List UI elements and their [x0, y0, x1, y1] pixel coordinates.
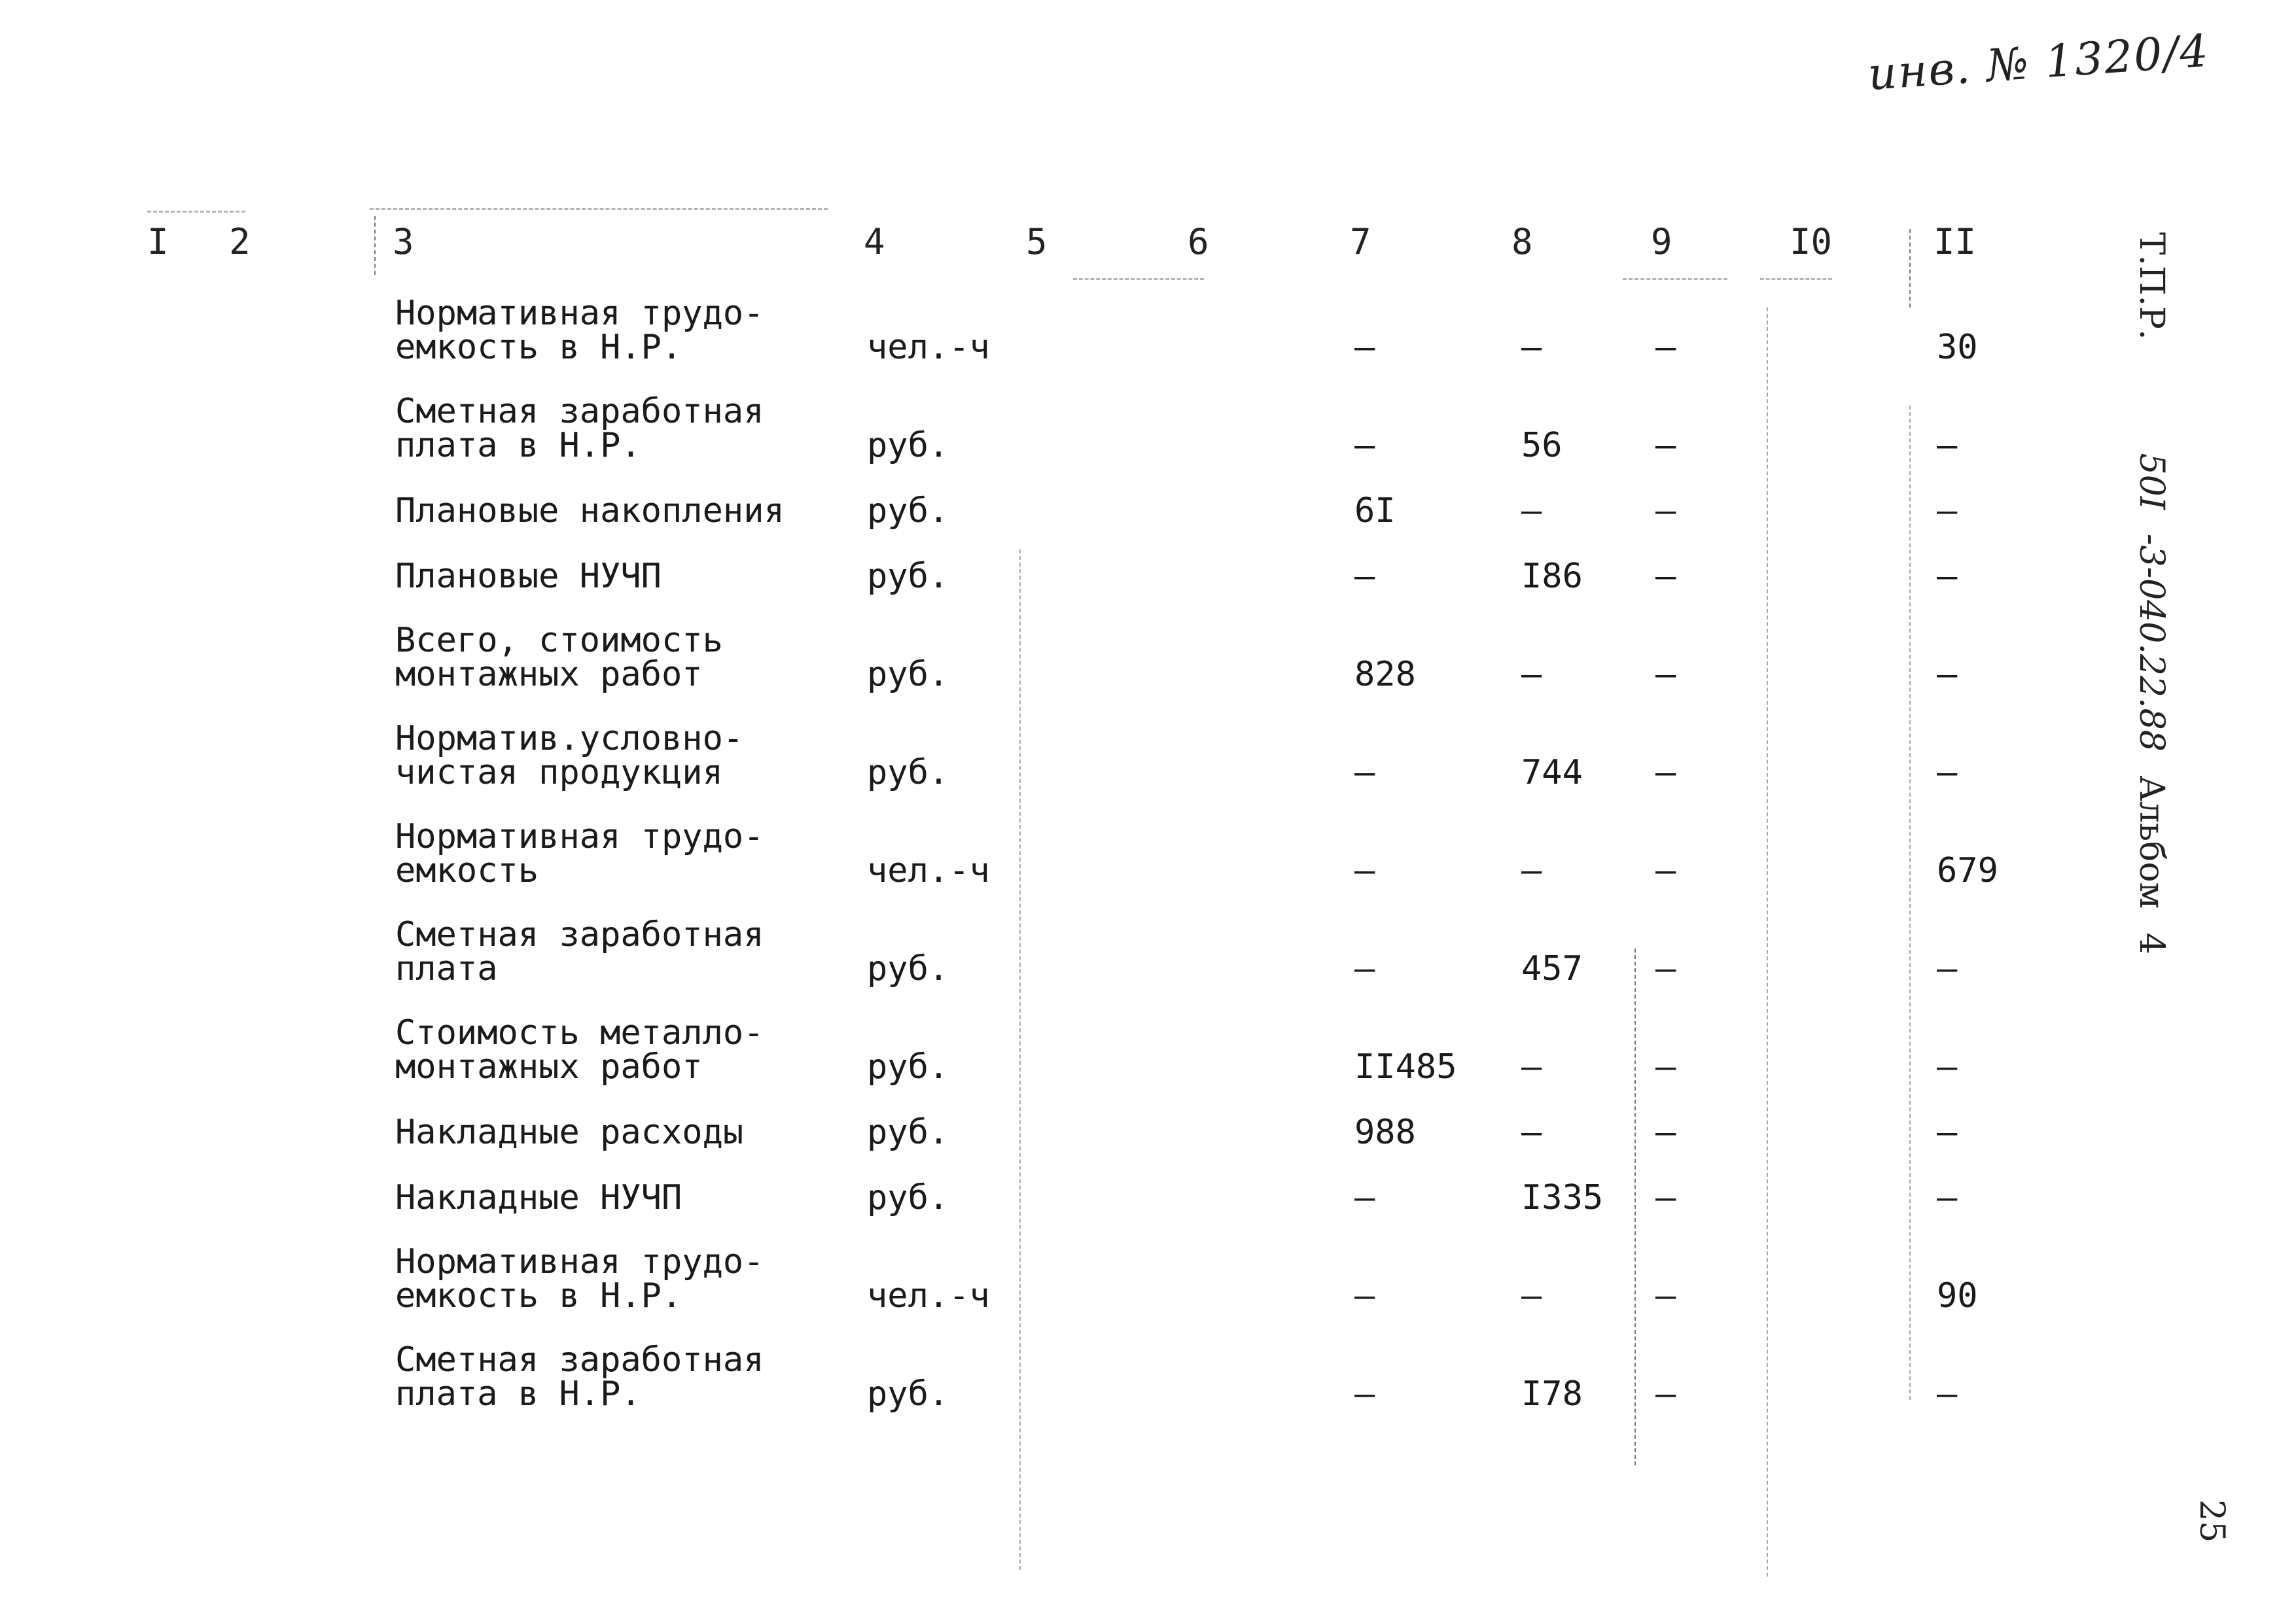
item-name — [395, 460, 785, 531]
col-7-value: – — [1354, 1374, 1375, 1414]
col-9-value: – — [1655, 328, 1676, 367]
col-9-value: – — [1655, 1047, 1676, 1087]
col-8-value: – — [1521, 328, 1542, 367]
table-row — [0, 392, 2296, 465]
unit: руб. — [867, 426, 949, 465]
column-divider — [1909, 406, 1911, 1400]
item-name-line: Нормативная трудо- — [395, 294, 764, 333]
col-8-value: – — [1521, 1047, 1542, 1087]
unit: руб. — [867, 1374, 949, 1414]
unit: чел.-ч — [867, 1276, 990, 1316]
item-name-line: Нормативная трудо- — [395, 1242, 764, 1282]
col-11-value: – — [1937, 949, 1958, 988]
col-9-value: – — [1655, 1178, 1676, 1217]
album-label: Альбом 4 — [2132, 775, 2171, 954]
item-name-line: Норматив.условно- — [395, 719, 744, 758]
table-row — [0, 817, 2296, 890]
col-11-value: – — [1937, 557, 1958, 596]
item-name — [395, 1340, 764, 1414]
item-name — [395, 1147, 682, 1215]
table-row — [0, 915, 2296, 988]
col-11-value: 679 — [1937, 851, 1998, 890]
col-8-value: 744 — [1521, 753, 1583, 792]
scan-dash — [1073, 278, 1204, 280]
col-9-value: – — [1655, 1276, 1676, 1316]
table-row — [0, 1178, 2296, 1217]
column-header: 3 — [393, 221, 414, 262]
col-11-value: – — [1937, 491, 1958, 531]
series-label: Т.П.Р. — [2132, 232, 2171, 340]
item-name-line: емкость — [395, 851, 539, 890]
col-9-value: – — [1655, 753, 1676, 792]
col-9-value: – — [1655, 426, 1676, 465]
col-9-value: – — [1655, 557, 1676, 596]
column-header: 2 — [229, 221, 251, 262]
item-name-line: Всего, стоимость — [395, 621, 723, 660]
col-8-value: I78 — [1521, 1374, 1583, 1414]
col-7-value: 6I — [1354, 491, 1396, 531]
item-name — [395, 719, 744, 792]
column-header: II — [1934, 221, 1977, 262]
col-8-value: 56 — [1521, 426, 1563, 465]
col-11-value: – — [1937, 1047, 1958, 1087]
unit: руб. — [867, 655, 949, 694]
item-name-line: плата в Н.Р. — [395, 426, 641, 465]
item-name — [395, 1081, 744, 1152]
item-name-line: Плановые накопления — [395, 491, 785, 531]
item-name-line: Сметная заработная — [395, 915, 764, 954]
col-9-value: – — [1655, 851, 1676, 890]
col-8-value: I335 — [1521, 1178, 1604, 1217]
column-header: 9 — [1651, 221, 1672, 262]
col-11-value: – — [1937, 426, 1958, 465]
page-number: 25 — [2192, 1499, 2231, 1543]
item-name-line: Стоимость металло- — [395, 1013, 764, 1053]
table-row — [0, 1113, 2296, 1152]
col-7-value: – — [1354, 328, 1375, 367]
col-8-value: – — [1521, 655, 1542, 694]
item-name-line: Накладные НУЧП — [395, 1178, 682, 1217]
col-7-value: II485 — [1354, 1047, 1457, 1087]
table-row — [0, 1013, 2296, 1087]
item-name-line: Сметная заработная — [395, 1340, 764, 1380]
item-name-line: плата — [395, 949, 498, 988]
col-7-value: – — [1354, 426, 1375, 465]
unit: руб. — [867, 1178, 949, 1217]
table-row — [0, 491, 2296, 531]
column-header: 8 — [1511, 221, 1533, 262]
scan-dash — [1760, 278, 1832, 280]
item-name-line: Плановые НУЧП — [395, 557, 662, 596]
table-row — [0, 719, 2296, 792]
table-row — [0, 1242, 2296, 1316]
col-9-value: – — [1655, 949, 1676, 988]
item-name-line: емкость в Н.Р. — [395, 328, 682, 367]
col-11-value: – — [1937, 1374, 1958, 1414]
col-8-value: I86 — [1521, 557, 1583, 596]
item-name — [395, 1242, 764, 1316]
col-11-value: – — [1937, 1178, 1958, 1217]
unit: руб. — [867, 491, 949, 531]
column-header: 6 — [1188, 221, 1209, 262]
col-9-value: – — [1655, 655, 1676, 694]
item-name-line: плата в Н.Р. — [395, 1374, 641, 1414]
col-7-value: – — [1354, 949, 1375, 988]
document-code-stamp — [2132, 232, 2171, 954]
table-row — [0, 1340, 2296, 1414]
col-7-value: – — [1354, 1178, 1375, 1217]
column-header: 5 — [1026, 221, 1048, 262]
item-name — [395, 525, 662, 596]
scan-dash — [147, 211, 245, 213]
col-9-value: – — [1655, 1374, 1676, 1414]
col-11-value: – — [1937, 753, 1958, 792]
column-divider — [374, 216, 376, 275]
col-8-value: – — [1521, 491, 1542, 531]
unit: руб. — [867, 949, 949, 988]
col-7-value: – — [1354, 753, 1375, 792]
project-code: 50I -3-040.22.88 — [2132, 453, 2171, 752]
unit: руб. — [867, 557, 949, 596]
column-divider — [1909, 229, 1911, 307]
col-9-value: – — [1655, 491, 1676, 531]
item-name-line: монтажных работ — [395, 655, 703, 694]
col-11-value: – — [1937, 1113, 1958, 1152]
col-8-value: 457 — [1521, 949, 1583, 988]
item-name — [395, 1013, 764, 1087]
item-name-line: емкость в Н.Р. — [395, 1276, 682, 1316]
col-8-value: – — [1521, 851, 1542, 890]
item-name-line: Сметная заработная — [395, 392, 764, 431]
col-7-value: – — [1354, 851, 1375, 890]
item-name — [395, 915, 764, 988]
col-7-value: – — [1354, 557, 1375, 596]
unit: чел.-ч — [867, 328, 990, 367]
inventory-number: инв. № 1320/4 — [1866, 25, 2212, 101]
col-8-value: – — [1521, 1113, 1542, 1152]
unit: чел.-ч — [867, 851, 990, 890]
column-header: I — [147, 221, 169, 262]
table-row — [0, 621, 2296, 694]
item-name-line: Нормативная трудо- — [395, 817, 764, 856]
table-row — [0, 294, 2296, 367]
unit: руб. — [867, 1113, 949, 1152]
item-name — [395, 621, 723, 694]
column-header: I0 — [1790, 221, 1833, 262]
item-name-line: Накладные расходы — [395, 1113, 744, 1152]
unit: руб. — [867, 1047, 949, 1087]
unit: руб. — [867, 753, 949, 792]
item-name — [395, 294, 764, 367]
col-9-value: – — [1655, 1113, 1676, 1152]
table-row — [0, 557, 2296, 596]
item-name-line: монтажных работ — [395, 1047, 703, 1087]
scan-dash — [1623, 278, 1727, 280]
col-7-value: 988 — [1354, 1113, 1416, 1152]
item-name-line: чистая продукция — [395, 753, 723, 792]
col-8-value: – — [1521, 1276, 1542, 1316]
col-11-value: 90 — [1937, 1276, 1978, 1316]
item-name — [395, 392, 764, 465]
col-7-value: 828 — [1354, 655, 1416, 694]
column-header: 7 — [1350, 221, 1371, 262]
col-11-value: 30 — [1937, 328, 1978, 367]
item-name — [395, 817, 764, 890]
column-header: 4 — [864, 221, 885, 262]
column-divider — [1019, 550, 1021, 1570]
scan-dash — [370, 208, 828, 210]
col-7-value: – — [1354, 1276, 1375, 1316]
col-11-value: – — [1937, 655, 1958, 694]
column-divider — [1634, 949, 1636, 1465]
